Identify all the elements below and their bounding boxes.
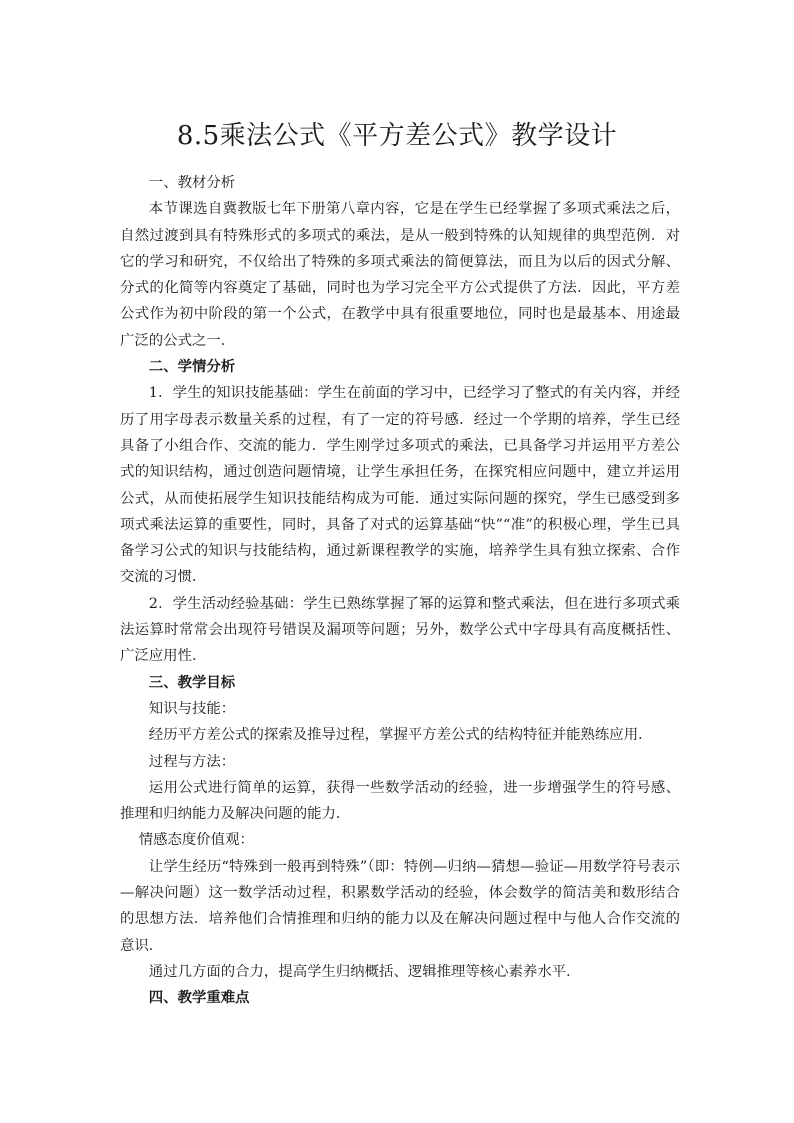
document-body [120, 170, 680, 1012]
paragraph-knowledge-skills: 经历平方差公式的探索及推导过程，掌握平方差公式的结构特征并能熟练应用． [148, 727, 653, 744]
section-heading-textbook-analysis: 一、教材分析 [148, 175, 236, 191]
paragraph-process-method: 运用公式进行简单的运算，获得一些数学活动的经验，进一步增强学生的符号感、推理和归纳能力及解决问题的能力． [120, 779, 680, 823]
paragraph-knowledge-base: 1．学生的知识技能基础：学生在前面的学习中，已经学习了整式的有关内容，并经历了用字母表示数量关系的过程，有了一定的符号感．经过一个学期的培养，学生已经具备了小组合作、交流的能力．学生刚学过多项式的乘法，已具备学习并运用平方差公式的知识结构，通过创造问题情境，让学生承担任务，在探究相应问题中，建立并运用公式，从而使拓展学生知识技能结构成为可能．通过实际问题的探究，学生已感受到多项式乘法运算的重要性，同时，具备了对式的运算基础“快”“准”的积极心理，学生已具备学习公式的知识与技能结构，通过新课程教学的实施，培养学生具有独立探索、合作交流的习惯． [120, 385, 680, 586]
section-heading-student-analysis: 二、学情分析 [148, 358, 236, 376]
paragraph-textbook-analysis: 本节课选自冀教版七年下册第八章内容，它是在学生已经掌握了多项式乘法之后，自然过渡到具有特殊形式的多项式的乘法，是从一般到特殊的认知规律的典型范例．对它的学习和研究，不仅给出了特殊的多项式乘法的简便算法，而且为以后的因式分解、分式的化简等内容奠定了基础，同时也为学习完全平方公式提供了方法．因此，平方差公式作为初中阶段的第一个公式，在教学中具有很重要地位，同时也是最基本、用途最广泛的公式之一． [120, 201, 680, 349]
subheading-emotion-values: 情感态度价值观： [138, 832, 254, 849]
paragraph-emotion-values: 让学生经历“特殊到一般再到特殊”（即：特例—归纳—猜想—验证—用数学符号表示—解决问题）这一数学活动过程，积累数学活动的经验，体会数学的简洁美和数形结合的思想方法．培养他们合情推理和归纳的能力以及在解决问题过程中与他人合作交流的意识． [120, 858, 680, 954]
section-heading-teaching-goals: 三、教学目标 [148, 673, 236, 691]
subheading-knowledge-skills: 知识与技能： [148, 700, 236, 717]
subheading-process-method: 过程与方法： [148, 753, 236, 770]
page-title: 8.5乘法公式《平方差公式》教学设计 [176, 121, 618, 151]
section-heading-key-difficulties: 四、教学重难点 [148, 989, 250, 1007]
paragraph-core-literacy: 通过几方面的合力，提高学生归纳概括、逻辑推理等核心素养水平． [148, 963, 581, 980]
paragraph-activity-base: 2．学生活动经验基础：学生已熟练掌握了幂的运算和整式乘法，但在进行多项式乘法运算时常常会出现符号错误及漏项等问题；另外，数学公式中字母具有高度概括性、广泛应用性． [120, 595, 680, 665]
